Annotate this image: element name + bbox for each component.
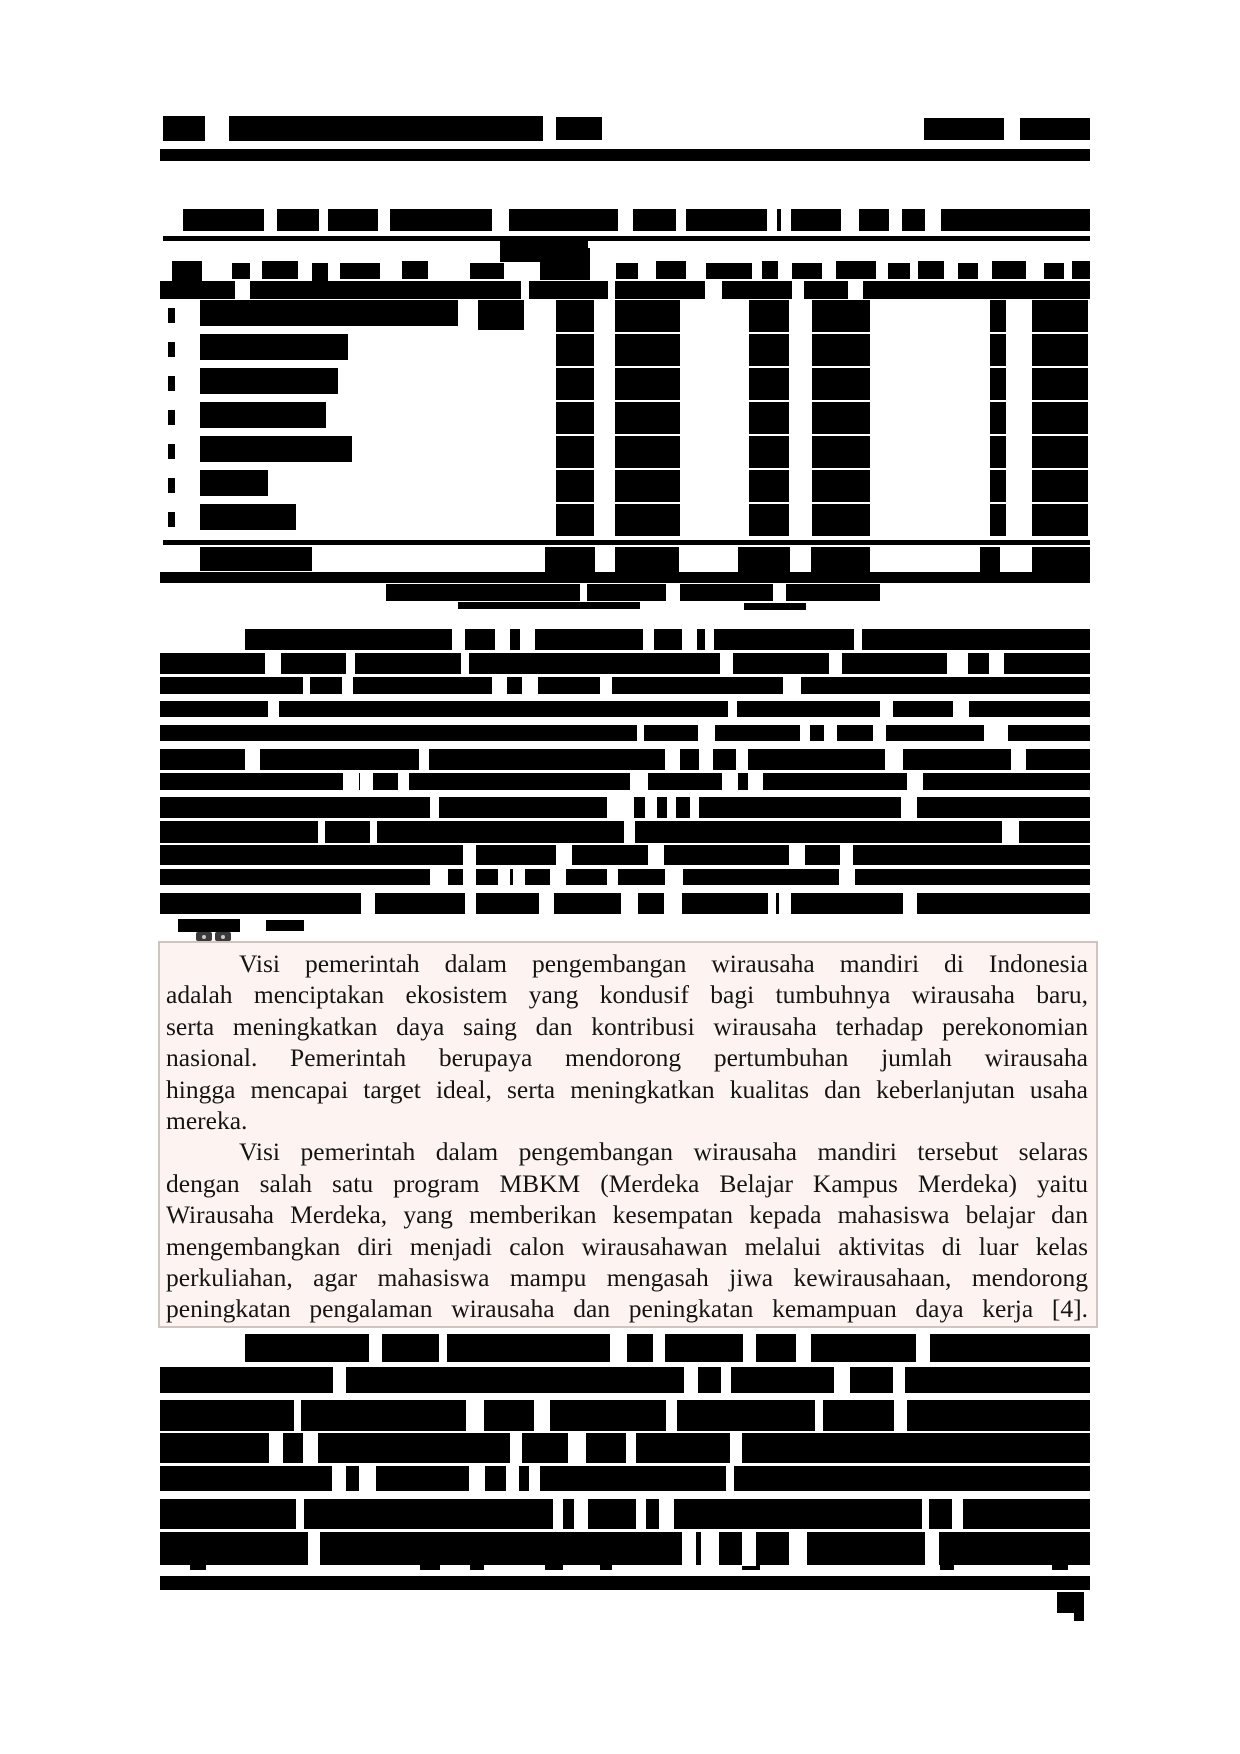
redacted-paragraph-b (160, 1367, 1090, 1393)
redaction-gap (684, 1366, 698, 1394)
redaction-gap (720, 652, 733, 675)
table-mid-rule (163, 540, 1090, 545)
table-cell-redacted (812, 402, 870, 434)
table-header-cell-redacted (262, 261, 298, 279)
redaction-gap (898, 1399, 906, 1432)
annotation-marker-icon[interactable] (215, 932, 231, 941)
header-rule (160, 149, 1090, 161)
redaction-gap (430, 868, 448, 886)
redacted-paragraph-b (160, 1532, 1090, 1565)
table-row-label-redacted (200, 470, 268, 496)
table-header-cell-redacted (340, 263, 380, 279)
redaction-gap (768, 892, 776, 915)
redaction-gap (903, 892, 917, 915)
redacted-paragraph-b (245, 1334, 1090, 1362)
text-line: adalah menciptakan ekosistem yang kondusif bagi tumbuhnya wirausaha baru, (166, 980, 1088, 1010)
table-cell-redacted (556, 300, 594, 332)
redacted-paragraph-a (160, 653, 1090, 674)
table-row-label-redacted (200, 334, 348, 360)
redaction-gap (359, 1465, 376, 1492)
redaction-gap (643, 628, 654, 651)
page-number-redacted (1057, 1592, 1084, 1613)
redaction-gap (332, 1465, 346, 1492)
table-header-cell-redacted (402, 261, 428, 279)
table-row-label-redacted (200, 300, 458, 326)
redaction-gap (645, 796, 657, 819)
redaction-gap (901, 796, 917, 819)
table-source-redacted (386, 584, 880, 601)
redaction-gap (698, 724, 715, 742)
redaction-gap (922, 1498, 929, 1530)
redaction-gap (550, 868, 566, 886)
marker-dot-icon (221, 935, 225, 939)
redaction-gap (1004, 117, 1020, 141)
table-header-cell-redacted (706, 263, 752, 279)
text-line: Visi pemerintah dalam pengembangan wirausaha mandiri tersebut selaras (239, 1137, 1088, 1167)
redaction-gap (690, 796, 699, 819)
table-cell-redacted (812, 504, 870, 536)
redaction-gap (815, 1399, 823, 1432)
issue-info-redacted (924, 118, 1090, 140)
redaction-gap (947, 652, 954, 675)
table-cell-redacted (812, 334, 870, 366)
table-cell-redacted (990, 436, 1006, 468)
table-header-cell-redacted (992, 261, 1026, 279)
redaction-gap (308, 1531, 320, 1566)
text-line: peningkatan pengalaman wirausaha dan peningkatan kemampuan daya kerja [4]. (166, 1294, 1088, 1324)
table-header-cell-redacted (792, 263, 822, 279)
table-header-cell-redacted (232, 263, 250, 279)
redaction-gap (466, 1399, 484, 1432)
journal-title-redacted (163, 116, 543, 141)
table-cell-redacted (1032, 402, 1088, 434)
table-cell-redacted (1032, 470, 1088, 502)
redaction-gap (303, 1432, 318, 1464)
text-line: hingga mencapai target ideal, serta meningkatkan kualitas dan keberlanjutan usaha (166, 1074, 1088, 1104)
redacted-paragraph-a (245, 629, 1090, 650)
table-total-cell-redacted (1032, 547, 1090, 573)
redaction-gap (333, 1366, 346, 1394)
redaction-gap (848, 280, 863, 300)
redaction-gap (701, 1531, 719, 1566)
redacted-paragraph-a (160, 821, 1090, 843)
redaction-gap (990, 724, 1008, 742)
redaction-gap (796, 1333, 811, 1363)
redaction-gap (666, 1399, 677, 1432)
table-bottom-rule (160, 572, 1090, 583)
redaction-gap (626, 1432, 636, 1464)
table-cell-redacted (812, 436, 870, 468)
redaction-gap (824, 724, 837, 742)
redaction-gap (346, 652, 355, 675)
redaction-gap (925, 208, 941, 232)
table-row-label-redacted (200, 368, 338, 394)
redaction-gap (653, 1333, 665, 1363)
table-cell-redacted (478, 300, 524, 330)
redaction-gap (954, 652, 968, 675)
redaction-gap (624, 820, 635, 844)
redaction-gap (743, 1333, 756, 1363)
table-cell-redacted (990, 402, 1006, 434)
redaction-gap (893, 1366, 905, 1394)
redaction-gap (495, 628, 510, 651)
redaction-gap (498, 868, 510, 886)
table-cell-redacted (1032, 300, 1088, 332)
table-header-cell-redacted (540, 248, 590, 280)
redaction-gap (829, 652, 842, 675)
redacted-paragraph-a (160, 701, 1090, 717)
redaction-gap (748, 772, 763, 791)
text-line: mereka. (166, 1105, 248, 1135)
table-cell-redacted (615, 504, 680, 536)
text-line: Visi pemerintah dalam pengembangan wirausaha mandiri di Indonesia (239, 949, 1088, 978)
redaction-gap (854, 628, 862, 651)
table-cell-redacted (556, 504, 594, 536)
table-source-frag2-redacted (744, 603, 806, 610)
table-cell-redacted (615, 402, 680, 434)
table-header-cell-redacted (656, 261, 686, 279)
redaction-gap (1002, 820, 1019, 844)
redaction-gap (439, 1333, 447, 1363)
redaction-gap (360, 772, 373, 791)
table-cell-redacted (615, 368, 680, 400)
redaction-gap (465, 892, 476, 915)
table-cell-redacted (990, 470, 1006, 502)
redaction-gap (665, 868, 683, 886)
table-cell-redacted (990, 300, 1006, 332)
table-cell-redacted (615, 334, 680, 366)
paragraph-visible-1 (166, 948, 1088, 1136)
table-row-label-redacted (200, 436, 352, 462)
table-row-number-redacted (168, 342, 175, 357)
annotation-marker-icon[interactable] (196, 932, 212, 941)
redaction-gap (736, 748, 748, 771)
redaction-gap (873, 724, 886, 742)
redaction-gap (529, 1465, 540, 1492)
redaction-gap (319, 208, 328, 232)
text-line: dengan salah satu program MBKM (Merdeka Belajar Kampus Merdeka) yaitu (166, 1168, 1088, 1198)
table-source-frag-redacted (458, 602, 640, 609)
redaction-gap (419, 748, 429, 771)
redaction-gap (492, 676, 507, 695)
text-line: nasional. Pemerintah berupaya mendorong pertumbuhan jumlah wirausaha (166, 1043, 1088, 1073)
table-header-cell-redacted (958, 263, 978, 279)
redaction-gap (580, 583, 587, 602)
table-cell-redacted (749, 504, 789, 536)
redaction-gap (953, 700, 967, 718)
table-row-label-redacted (200, 402, 326, 428)
redaction-gap (521, 280, 529, 300)
redaction-gap (721, 1366, 731, 1394)
redaction-gap (510, 1432, 522, 1464)
redaction-gap (630, 772, 648, 791)
table-row-label-redacted (200, 504, 296, 530)
table-cell-redacted (615, 300, 680, 332)
table-total-cell-redacted (738, 547, 790, 573)
redaction-gap (792, 280, 804, 300)
redacted-paragraph-a (160, 845, 1090, 865)
redaction-gap (556, 844, 572, 866)
redaction-gap (463, 844, 476, 866)
redaction-gap (925, 1531, 939, 1566)
redaction-gap (430, 796, 439, 819)
table-cell-redacted (990, 334, 1006, 366)
table-total-cell-redacted (545, 547, 595, 573)
redaction-gap (370, 820, 377, 844)
table-cell-redacted (556, 334, 594, 366)
footer-rule (160, 1576, 1090, 1590)
table-top-rule (163, 236, 1090, 241)
redaction-gap (568, 1432, 586, 1464)
redacted-paragraph-a (160, 677, 1090, 694)
redaction-gap (343, 772, 359, 791)
redaction-gap (989, 652, 1004, 675)
redaction-gap (608, 280, 615, 300)
table-cell-redacted (1032, 368, 1088, 400)
redaction-gap (730, 1432, 742, 1464)
redaction-gap (783, 676, 801, 695)
redacted-paragraph-a (160, 773, 1090, 790)
redaction-gap (506, 1465, 519, 1492)
redaction-gap (907, 772, 923, 791)
redacted-paragraph-a (160, 797, 1090, 818)
redaction-gap (916, 1333, 930, 1363)
redaction-gap (767, 208, 777, 232)
table-cell-redacted (990, 504, 1006, 536)
redaction-gap (398, 772, 409, 791)
redaction-gap (666, 583, 680, 602)
redaction-gap (880, 700, 893, 718)
table-cell-redacted (749, 368, 789, 400)
redaction-gap (839, 868, 855, 886)
table-cell-redacted (1032, 334, 1088, 366)
table-cell-redacted (556, 402, 594, 434)
redaction-gap (235, 280, 250, 300)
redaction-gap (245, 748, 259, 771)
table-row-number-redacted (168, 512, 175, 527)
table-cell-redacted (749, 436, 789, 468)
table-header-cell-redacted (616, 263, 638, 279)
redacted-paragraph-b (160, 1466, 1090, 1491)
redaction-gap (699, 748, 713, 771)
table-row-number-redacted (168, 444, 175, 459)
redaction-gap (664, 892, 682, 915)
redaction-gap (574, 1498, 588, 1530)
text-line: mengembangkan diri menjadi calon wirausahawan melalui aktivitas di luar kelas (166, 1231, 1088, 1261)
redaction-gap (492, 208, 509, 232)
redacted-paragraph-b (160, 1400, 1090, 1431)
page-number-tail-redacted (1074, 1613, 1084, 1621)
redaction-gap (728, 700, 737, 718)
table-header-cell-redacted (312, 263, 328, 281)
table-row-number-redacted (168, 410, 175, 425)
redaction-gap (726, 1465, 734, 1492)
paragraph-visible-2 (166, 1136, 1088, 1324)
journal-title-tail-redacted (556, 117, 602, 140)
table-header-band (160, 281, 1090, 299)
redaction-gap (369, 1333, 382, 1363)
annotation-markers[interactable] (196, 932, 231, 941)
redacted-paragraph-a (160, 869, 1090, 885)
table-header-cell-redacted (836, 261, 876, 279)
table-cell-redacted (1032, 504, 1088, 536)
table-cell-redacted (556, 436, 594, 468)
redaction-gap (607, 796, 619, 819)
redaction-gap (539, 892, 554, 915)
redaction-gap (722, 772, 738, 791)
redaction-gap (841, 208, 859, 232)
redaction-gap (513, 868, 525, 886)
redaction-gap (676, 208, 686, 232)
redaction-gap (461, 652, 469, 675)
redaction-gap (618, 208, 633, 232)
redacted-paragraph-a (160, 725, 1090, 741)
table-total-cell-redacted (615, 547, 679, 573)
redacted-fragment (178, 919, 240, 932)
redacted-paragraph-b (160, 1433, 1090, 1463)
redaction-gap (667, 796, 676, 819)
text-line: serta meningkatkan daya saing dan kontribusi wirausaha terhadap perekonomian (166, 1011, 1088, 1041)
redaction-gap (463, 868, 476, 886)
highlighted-passage (158, 941, 1098, 1328)
redaction-gap (885, 748, 903, 771)
table-header-cell-redacted (470, 263, 504, 279)
table-cell-redacted (1032, 436, 1088, 468)
redaction-gap (610, 1333, 627, 1363)
redaction-gap (268, 700, 279, 718)
table-header-cell-redacted (172, 261, 202, 281)
redaction-gap (217, 115, 229, 142)
table-cell-redacted (749, 334, 789, 366)
redaction-gap (621, 892, 638, 915)
table-cell-redacted (556, 368, 594, 400)
redaction-gap (522, 676, 538, 695)
redaction-gap (1011, 748, 1026, 771)
redaction-gap (705, 280, 722, 300)
table-cell-redacted (749, 300, 789, 332)
marker-dot-icon (202, 935, 206, 939)
redaction-gap (607, 868, 618, 886)
redaction-gap (264, 208, 277, 232)
redacted-fragment (266, 920, 304, 931)
table-total-cell-redacted (811, 547, 870, 573)
redaction-gap (659, 1498, 674, 1530)
redaction-gap (600, 676, 612, 695)
redaction-gap (303, 676, 310, 695)
redaction-gap (636, 1498, 646, 1530)
redaction-gap (834, 1366, 850, 1394)
table-header-cell-redacted (1044, 263, 1064, 279)
redaction-gap (522, 628, 535, 651)
redaction-gap (452, 628, 465, 651)
redaction-gap (773, 583, 786, 602)
table-caption-redacted (183, 209, 1090, 231)
redaction-gap (952, 1498, 963, 1530)
table-header-cell-redacted (918, 261, 944, 279)
table-header-cell-redacted (888, 263, 910, 279)
redaction-gap (789, 844, 805, 866)
redacted-paragraph-a (160, 893, 1090, 914)
table-cell-redacted (749, 470, 789, 502)
redaction-gap (840, 844, 853, 866)
table-header-cell-redacted (1072, 261, 1090, 279)
redacted-paragraph-a (160, 749, 1090, 770)
redaction-gap (781, 208, 791, 232)
table-cell-redacted (812, 300, 870, 332)
table-total-cell-redacted (980, 547, 1000, 573)
table-cell-redacted (812, 368, 870, 400)
redaction-gap (637, 724, 644, 742)
table-cell-redacted (812, 470, 870, 502)
table-cell-redacted (615, 470, 680, 502)
redaction-gap (294, 1399, 301, 1432)
redaction-gap (553, 1498, 563, 1530)
table-header-cell-redacted (762, 261, 778, 279)
redaction-gap (296, 1498, 304, 1530)
redaction-gap (742, 1531, 756, 1566)
table-row-number-redacted (168, 308, 175, 323)
redaction-gap (269, 1432, 283, 1464)
table-cell-redacted (990, 368, 1006, 400)
text-line: perkuliahan, agar mahasiswa mampu mengasah jiwa kewirausahaan, mendorong (166, 1262, 1088, 1292)
redaction-gap (665, 748, 680, 771)
table-cell-redacted (615, 436, 680, 468)
redaction-gap (889, 208, 902, 232)
redaction-gap (378, 208, 390, 232)
redacted-paragraph-b (160, 1499, 1090, 1529)
table-total-label-redacted (200, 547, 312, 571)
redaction-gap (800, 724, 810, 742)
table-row-number-redacted (168, 376, 175, 391)
redaction-gap (265, 652, 281, 675)
redaction-gap (682, 1531, 696, 1566)
table-row-number-redacted (168, 478, 175, 493)
redaction-gap (469, 1465, 485, 1492)
redaction-gap (318, 820, 325, 844)
text-line: Wirausaha Merdeka, yang memberikan kesempatan kepada mahasiswa belajar dan (166, 1200, 1088, 1230)
redaction-gap (682, 628, 697, 651)
redaction-gap (534, 1399, 550, 1432)
redaction-gap (648, 844, 664, 866)
redaction-gap (789, 1531, 807, 1566)
redaction-gap (779, 892, 791, 915)
redaction-gap (342, 676, 353, 695)
redaction-gap (361, 892, 375, 915)
redaction-gap (705, 628, 714, 651)
table-cell-redacted (749, 402, 789, 434)
table-cell-redacted (556, 470, 594, 502)
